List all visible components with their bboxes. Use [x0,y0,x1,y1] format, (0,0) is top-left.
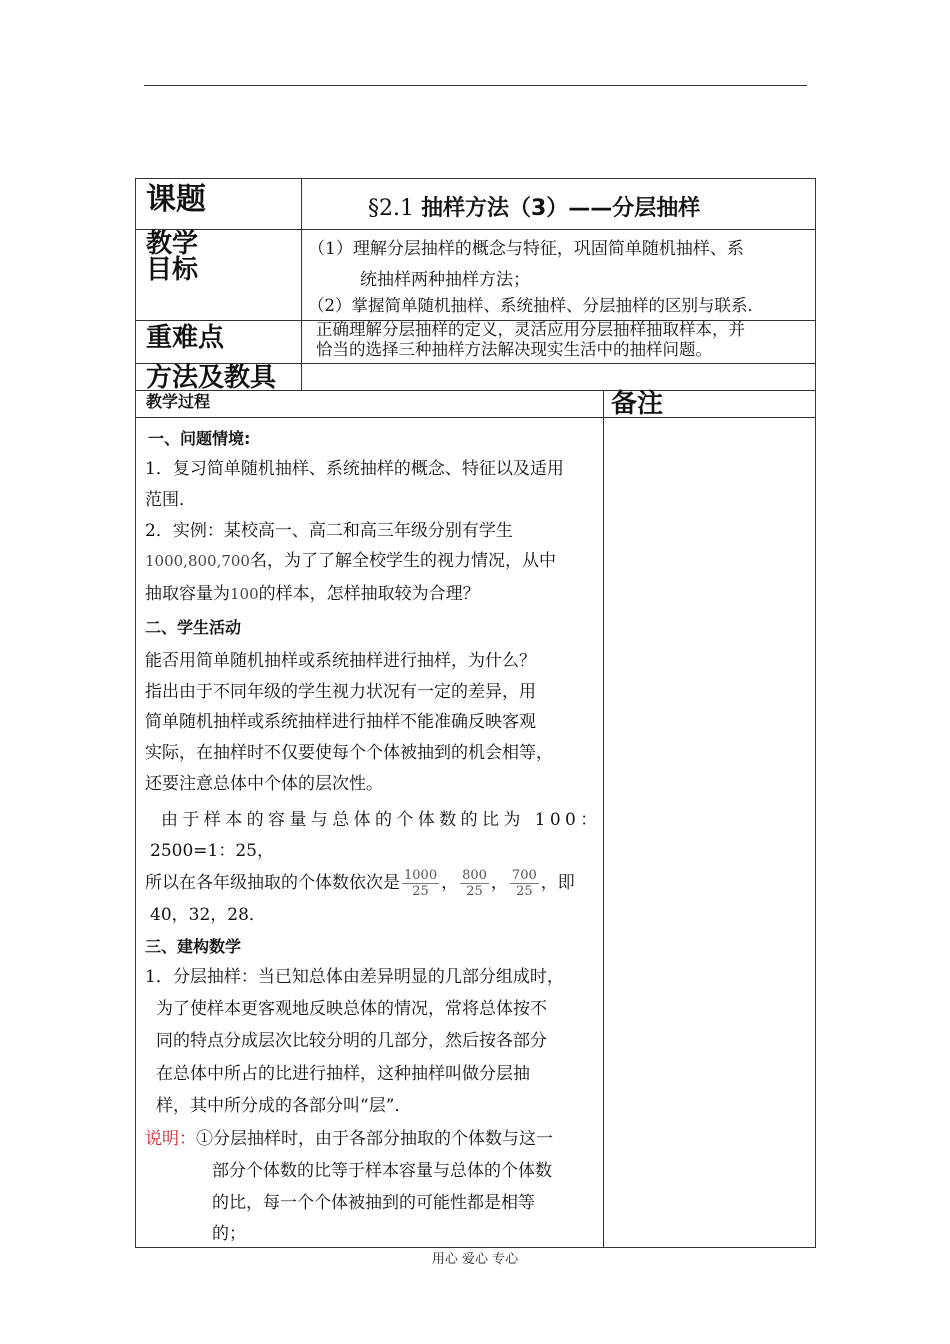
separator: ， [490,873,508,893]
question-line: 能否用简单随机抽样或系统抽样进行抽样，为什么？ [145,651,536,671]
para-review-line1: 1．复习简单随机抽样、系统抽样的概念、特征以及适用 [145,459,564,479]
note-line3: 的比，每一个个体被抽到的可能性都是相等 [212,1193,535,1213]
goal-2: （2）掌握简单随机抽样、系统抽样、分层抽样的区别与联系． [308,296,764,315]
label-keypoints: 重难点 [146,323,225,353]
sample-size: 100 [230,585,259,603]
fraction-700-25 [510,868,539,899]
para-example-line1: 2．实例：某校高一、高二和高三年级分别有学生 [145,521,513,541]
label-notes: 备注 [611,389,664,419]
row-divider [136,229,815,230]
definition-line4: 在总体中所占的比进行抽样，这种抽样叫做分层抽 [156,1064,530,1084]
label-methods: 方法及教具 [146,363,277,393]
para-review-line2: 范围． [145,490,196,510]
ratio-line3 [145,863,575,903]
fraction-1000-25 [402,868,439,899]
label-goals-line1: 教学 [146,229,199,259]
col-divider [301,179,302,390]
para-example-line3-a: 抽取容量为 [145,584,230,604]
fraction-numerator: 800 [462,868,487,883]
definition-line3: 同的特点分成层次比较分明的几部分，然后按各部分 [156,1031,547,1051]
definition-line2: 为了使样本更客观地反映总体的情况，常将总体按不 [156,999,547,1019]
para-example-line2-text: 名，为了了解全校学生的视力情况，从中 [249,551,556,571]
note-label: 说明： [145,1129,196,1149]
fraction-denominator: 25 [412,884,429,899]
fraction-numerator: 1000 [404,868,438,883]
para-example-line3 [145,579,480,609]
answer-line2: 简单随机抽样或系统抽样进行抽样不能准确反映客观 [145,712,536,732]
ratio-line3-end: ，即 [540,873,575,893]
lesson-table [135,178,816,1248]
separator: ， [441,873,459,893]
student-counts: 1000,800,700 [145,552,250,570]
col-divider [603,390,604,1247]
page-footer: 用心 爱心 专心 [431,1252,519,1267]
note-line1: ①分层抽样时，由于各部分抽取的个体数与这一 [196,1129,553,1149]
ratio-line4: 40，32，28． [150,905,266,925]
answer-line4: 还要注意总体中个体的层次性。 [145,774,383,794]
keypoints-line1: 正确理解分层抽样的定义，灵活应用分层抽样抽取样本，并 [316,320,745,339]
ratio-line2: 2500=1：25， [150,841,274,861]
lesson-title-text: 抽样方法（3）——分层抽样 [421,196,701,221]
fraction-denominator: 25 [466,884,483,899]
answer-line3: 实际，在抽样时不仅要使每个个体被抽到的机会相等， [145,743,553,763]
answer-line1: 指出由于不同年级的学生视力状况有一定的差异，用 [145,682,536,702]
section-title-activity: 二、学生活动 [145,618,242,637]
note-line2: 部分个体数的比等于样本容量与总体的个体数 [212,1161,552,1181]
label-goals-line2: 目标 [146,255,199,285]
header-rule [144,85,807,86]
goal-1-line1: （1）理解分层抽样的概念与特征，巩固简单随机抽样、系 [308,239,744,259]
fraction-denominator: 25 [516,884,533,899]
para-example-line3-b: 的样本，怎样抽取较为合理？ [258,584,480,604]
note-line4: 的； [212,1224,246,1244]
label-process: 教学过程 [146,392,211,411]
para-example-line2 [145,546,556,576]
lesson-title [368,191,700,222]
goal-1-line2: 统抽样两种抽样方法； [360,270,530,290]
fraction-800-25 [460,868,489,899]
definition-line1: 1．分层抽样：当已知总体由差异明显的几部分组成时， [145,967,564,987]
section-title-situation: 一、问题情境: [148,429,251,448]
keypoints-line2: 恰当的选择三种抽样方法解决现实生活中的抽样问题。 [316,340,712,359]
section-title-construct: 三、建构数学 [145,937,242,956]
fraction-numerator: 700 [511,868,537,883]
ratio-line3-text: 所以在各年级抽取的个体数依次是 [145,873,400,893]
label-topic: 课题 [146,182,206,217]
ratio-line1: 由于样本的容量与总体的个体数的比为 100： [161,810,602,830]
row-divider [136,417,815,418]
definition-line5: 样，其中所分成的各部分叫“层”． [156,1096,412,1116]
section-number: §2.1 [368,196,414,221]
